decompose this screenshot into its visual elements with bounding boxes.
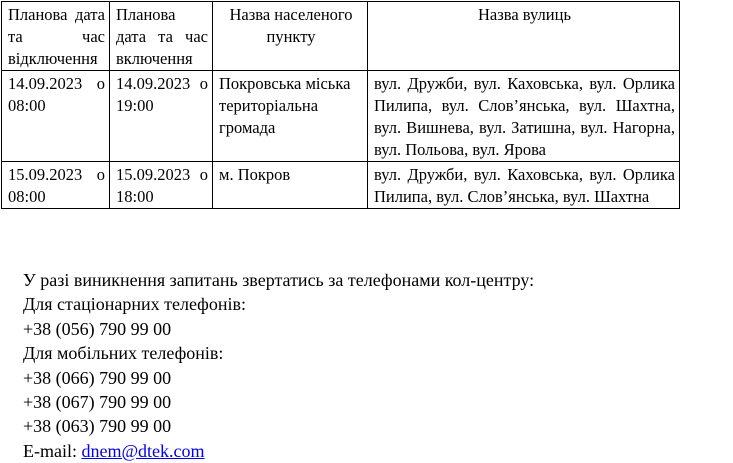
- outage-start-cell: 14.09.2023 о 08:00: [2, 71, 110, 162]
- email-label: E-mail:: [23, 440, 82, 461]
- settlement-cell: Покровська міська територіальна громада: [213, 71, 368, 162]
- outage-schedule-table: [1, 1, 680, 209]
- email-link[interactable]: dnem@dtek.com: [81, 440, 205, 461]
- header-streets: Назва вулиць: [368, 2, 680, 71]
- contact-intro: У разі виникнення запитань звертатись за телефонами кол-центру:: [23, 270, 535, 290]
- contact-info: [23, 268, 534, 463]
- settlement-cell: м. Покров: [213, 162, 368, 209]
- mobile-phone: +38 (066) 790 99 00: [23, 367, 172, 388]
- mobile-label: Для мобільних телефонів:: [23, 343, 224, 364]
- streets-cell: вул. Дружби, вул. Каховська, вул. Орлика Пилипа, вул. Слов’янська, вул. Шахтна: [368, 162, 680, 209]
- table-row: [2, 71, 680, 162]
- mobile-phone: +38 (063) 790 99 00: [23, 416, 172, 437]
- header-settlement: Назва населеного пункту: [213, 2, 368, 71]
- outage-end-cell: 14.09.2023 о 19:00: [110, 71, 213, 162]
- email-line: [23, 439, 534, 463]
- streets-cell: вул. Дружби, вул. Каховська, вул. Орлика Пилипа, вул. Слов’янська, вул. Шахтна, вул. Вишнева, вул. Затишна, вул. Нагорна, вул. Польова, вул. Ярова: [368, 71, 680, 162]
- table-header-row: [2, 2, 680, 71]
- header-planned-off: Планова дата та час відключення: [2, 2, 110, 71]
- mobile-phone: +38 (067) 790 99 00: [23, 392, 172, 413]
- header-planned-on: Планова дата та час включення: [110, 2, 213, 71]
- table-row: [2, 162, 680, 209]
- outage-end-cell: 15.09.2023 о 18:00: [110, 162, 213, 209]
- landline-phone: +38 (056) 790 99 00: [23, 318, 172, 339]
- landline-label: Для стаціонарних телефонів:: [23, 294, 246, 315]
- outage-start-cell: 15.09.2023 о 08:00: [2, 162, 110, 209]
